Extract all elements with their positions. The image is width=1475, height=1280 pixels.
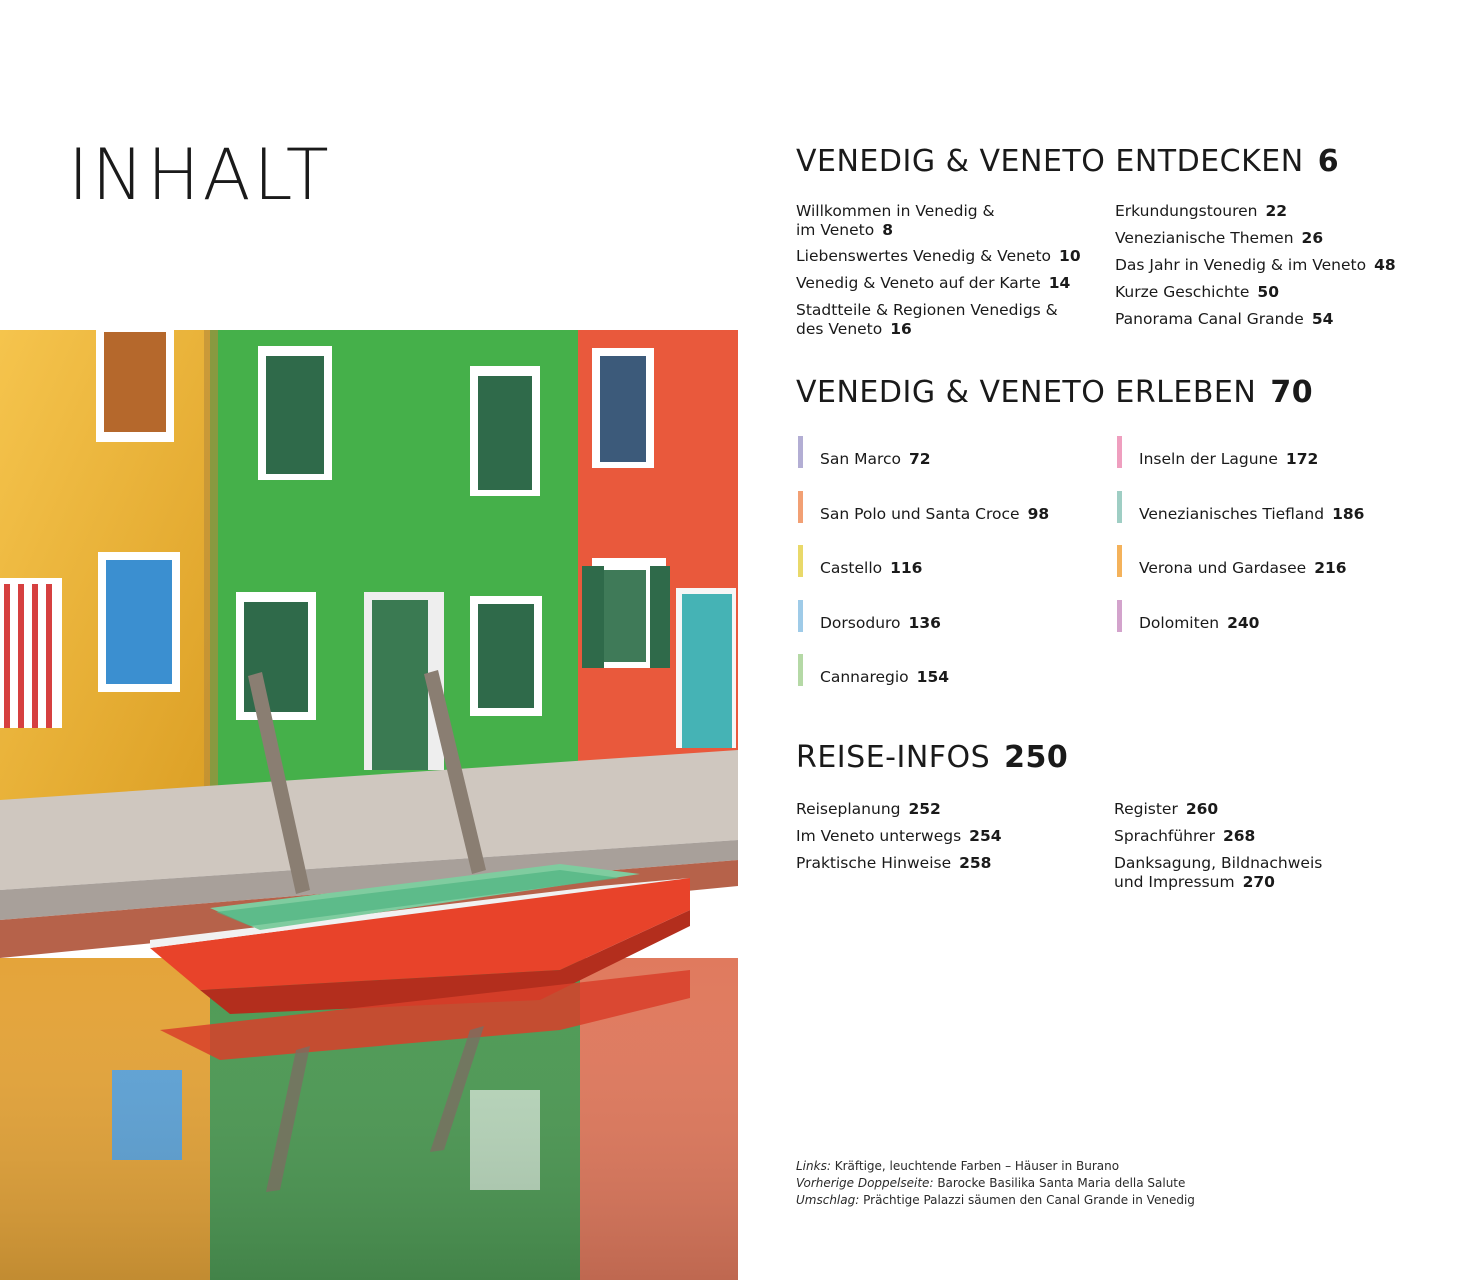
toc-entry[interactable] [1114, 827, 1255, 846]
section-title: REISE-INFOS [796, 740, 991, 775]
toc-entry-page: 258 [959, 854, 992, 872]
caption-line [796, 1158, 1195, 1175]
caption-text: Kräftige, leuchtende Farben – Häuser in Burano [834, 1159, 1120, 1173]
toc-entry-page: 14 [1048, 274, 1071, 292]
chapter-title: San Marco [820, 450, 901, 468]
toc-entry-page: 50 [1257, 283, 1279, 301]
caption-label: Vorherige Doppelseite: [796, 1176, 934, 1190]
toc-entry[interactable] [796, 247, 1081, 266]
caption-text: Barocke Basilika Santa Maria della Salute [937, 1176, 1186, 1190]
section-page-number: 6 [1317, 144, 1340, 179]
toc-entry[interactable] [1115, 229, 1323, 248]
toc-entry-title: Liebenswertes Venedig & Veneto [796, 247, 1052, 265]
section-page-number: 250 [1004, 740, 1069, 775]
section-heading-entdecken [796, 144, 1339, 180]
toc-entry-page: 48 [1374, 256, 1396, 274]
caption-label: Links: [796, 1159, 831, 1173]
chapter-page: 186 [1332, 505, 1365, 523]
chapter-page: 116 [890, 559, 923, 577]
chapter-page: 172 [1285, 450, 1319, 468]
toc-entry[interactable] [796, 800, 941, 819]
toc-entry[interactable] [1115, 283, 1279, 302]
toc-entry-page: 10 [1059, 247, 1081, 265]
chapter-color-bar [798, 654, 803, 686]
caption-line [796, 1192, 1195, 1209]
toc-entry-page: 254 [969, 827, 1002, 845]
toc-entry[interactable] [796, 854, 991, 873]
chapter-title: Venezianisches Tiefland [1139, 505, 1325, 523]
toc-entry[interactable] [1114, 854, 1322, 892]
toc-entry-page: 268 [1222, 827, 1256, 845]
chapter-entry-inseln[interactable] [1139, 450, 1318, 469]
toc-entry[interactable] [1115, 310, 1333, 329]
chapter-color-bar [1117, 600, 1122, 632]
chapter-page: 98 [1027, 505, 1050, 523]
toc-entry-page: 22 [1265, 202, 1288, 220]
toc-entry[interactable] [1115, 202, 1287, 221]
chapter-title: Inseln der Lagune [1139, 450, 1278, 468]
chapter-title: Dolomiten [1139, 614, 1220, 632]
toc-entry-title: Willkommen in Venedig & [796, 202, 995, 220]
chapter-title: Cannaregio [820, 668, 909, 686]
toc-entry-title: Venezianische Themen [1115, 229, 1294, 247]
toc-entry-title: Register [1114, 800, 1178, 818]
toc-entry-title: im Veneto [796, 221, 875, 239]
chapter-page: 136 [908, 614, 941, 632]
photo-captions [796, 1158, 1195, 1209]
toc-entry-title: Reiseplanung [796, 800, 901, 818]
burano-houses-photo [0, 330, 738, 1280]
toc-entry[interactable] [796, 202, 995, 240]
toc-entry[interactable] [796, 827, 1002, 846]
chapter-color-bar [798, 491, 803, 523]
chapter-entry-verona[interactable] [1139, 559, 1347, 578]
chapter-entry-castello[interactable] [820, 559, 922, 578]
toc-entry[interactable] [1115, 256, 1396, 275]
toc-entry-title: Sprachführer [1114, 827, 1215, 845]
chapter-color-bar [798, 600, 803, 632]
toc-entry-page: 54 [1311, 310, 1334, 328]
chapter-entry-dolomiten[interactable] [1139, 614, 1259, 633]
chapter-entry-dorsoduro[interactable] [820, 614, 941, 633]
caption-label: Umschlag: [796, 1193, 860, 1207]
toc-entry-title: und Impressum [1114, 873, 1235, 891]
chapter-entry-san-polo[interactable] [820, 505, 1049, 524]
section-title: VENEDIG & VENETO ENTDECKEN [796, 144, 1304, 179]
toc-entry-page: 8 [882, 221, 893, 239]
toc-entry-title: Danksagung, Bildnachweis [1114, 854, 1323, 872]
toc-entry[interactable] [796, 274, 1070, 293]
toc-entry-page: 16 [890, 320, 912, 338]
chapter-page: 154 [916, 668, 950, 686]
toc-entry-title: Erkundungstouren [1115, 202, 1258, 220]
chapter-page: 72 [909, 450, 931, 468]
chapter-title: Dorsoduro [820, 614, 901, 632]
chapter-color-bar [798, 545, 803, 577]
chapter-page: 240 [1227, 614, 1260, 632]
chapter-entry-tiefland[interactable] [1139, 505, 1364, 524]
toc-entry-title: Das Jahr in Venedig & im Veneto [1115, 256, 1367, 274]
toc-entry-page: 260 [1185, 800, 1219, 818]
chapter-page: 216 [1314, 559, 1347, 577]
toc-entry-title: Stadtteile & Regionen Venedigs & [796, 301, 1058, 319]
chapter-color-bar [1117, 491, 1122, 523]
page-title: INHALT [68, 134, 332, 216]
toc-entry[interactable] [1114, 800, 1218, 819]
chapter-title: San Polo und Santa Croce [820, 505, 1020, 523]
chapter-title: Castello [820, 559, 883, 577]
chapter-entry-san-marco[interactable] [820, 450, 931, 469]
toc-entry-page: 270 [1242, 873, 1275, 891]
toc-entry[interactable] [796, 301, 1058, 339]
toc-entry-page: 26 [1301, 229, 1324, 247]
chapter-entry-cannaregio[interactable] [820, 668, 949, 687]
section-heading-erleben [796, 375, 1313, 411]
chapter-color-bar [1117, 545, 1122, 577]
section-heading-reise-infos [796, 740, 1068, 776]
toc-entry-title: Praktische Hinweise [796, 854, 952, 872]
toc-entry-page: 252 [908, 800, 941, 818]
toc-entry-title: Panorama Canal Grande [1115, 310, 1304, 328]
chapter-color-bar [1117, 436, 1122, 468]
chapter-title: Verona und Gardasee [1139, 559, 1307, 577]
toc-entry-title: des Veneto [796, 320, 883, 338]
caption-text: Prächtige Palazzi säumen den Canal Grande in Venedig [863, 1193, 1195, 1207]
caption-line [796, 1175, 1195, 1192]
chapter-color-bar [798, 436, 803, 468]
section-title: VENEDIG & VENETO ERLEBEN [796, 375, 1257, 410]
toc-entry-title: Im Veneto unterwegs [796, 827, 962, 845]
section-page-number: 70 [1270, 375, 1314, 410]
toc-entry-title: Kurze Geschichte [1115, 283, 1250, 301]
toc-entry-title: Venedig & Veneto auf der Karte [796, 274, 1041, 292]
